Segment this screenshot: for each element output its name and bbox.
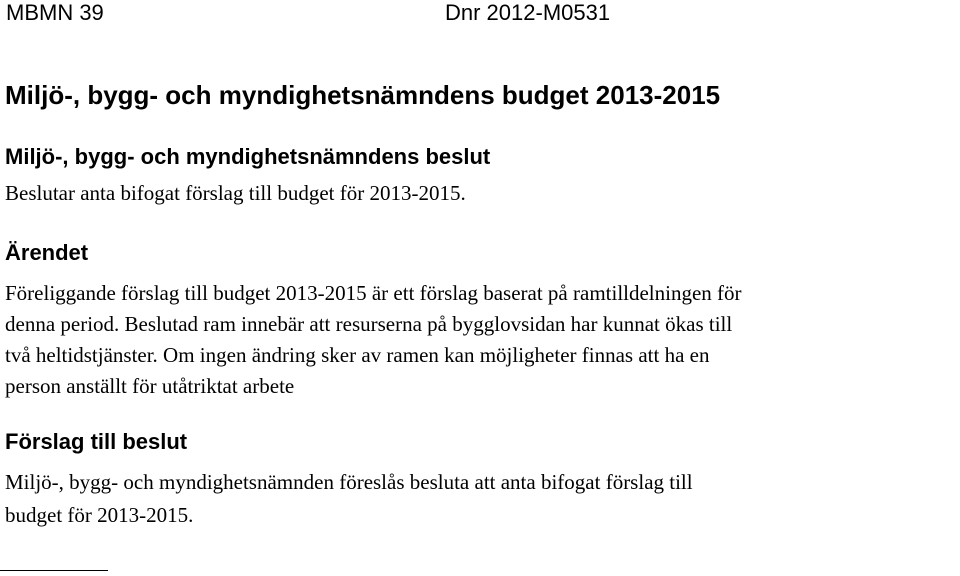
header-reference: MBMN 39: [6, 0, 104, 25]
proposal-text-line: Miljö-, bygg- och myndighetsnämnden föreslås besluta att anta bifogat förslag till: [5, 470, 693, 494]
proposal-heading: Förslag till beslut: [5, 429, 188, 454]
footnote-separator: [0, 570, 108, 571]
proposal-text-line: budget för 2013-2015.: [5, 503, 194, 527]
case-text-line: person anställt för utåtriktat arbete: [5, 374, 295, 398]
header-case-number: Dnr 2012-M0531: [445, 0, 611, 25]
case-text-line: denna period. Beslutad ram innebär att resurserna på bygglovsidan har kunnat ökas till: [5, 312, 733, 336]
decision-text: Beslutar anta bifogat förslag till budget för 2013-2015.: [5, 181, 466, 205]
case-text-line: två heltidstjänster. Om ingen ändring sker av ramen kan möjligheter finnas att ha en: [5, 343, 710, 367]
decision-heading: Miljö-, bygg- och myndighetsnämndens beslut: [5, 144, 491, 169]
case-heading: Ärendet: [5, 240, 89, 265]
case-text-line: Föreliggande förslag till budget 2013-2015 är ett förslag baserat på ramtilldelningen för: [5, 281, 742, 305]
document-title: Miljö-, bygg- och myndighetsnämndens budget 2013-2015: [5, 80, 721, 110]
